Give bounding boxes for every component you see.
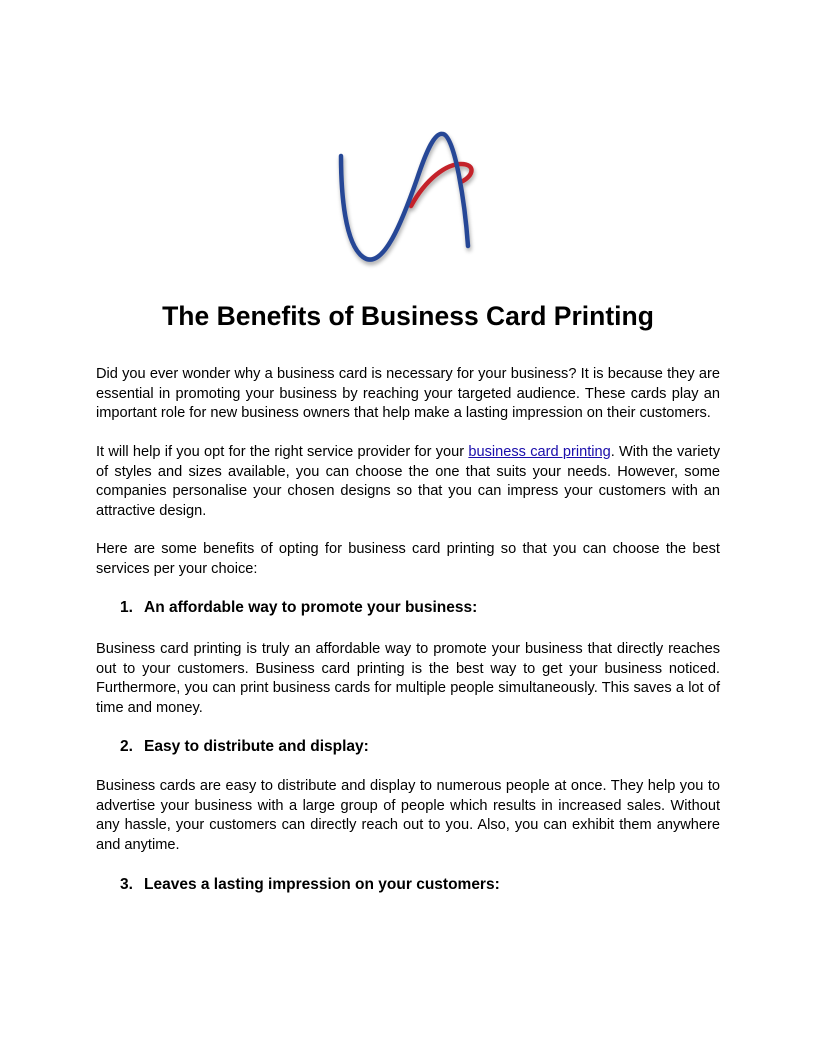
section-heading-text: An affordable way to promote your business: [144,599,478,616]
paragraph-text: It will help if you opt for the right service provider for your [96,444,469,460]
intro-paragraph: Did you ever wonder why a business card is necessary for your business? It is because they are essential in promoting your business by reaching your targeted audience. These cards play an important role for new business owners that help make a lasting impression on their customers. [96,366,720,421]
section-heading-text: Leaves a lasting impression on your customers: [144,876,500,893]
list-number: 1. [120,599,133,616]
section-heading-3 [120,875,720,895]
section-heading-text: Easy to distribute and display: [144,738,369,755]
list-number: 3. [120,876,133,893]
section-body-1: Business card printing is truly an affordable way to promote your business that directly reaches out to your customers. Business card printing is the best way to get your business noticed. Furthermore, you can print business cards for multiple people simultaneously. This saves a lot of time and money. [96,641,720,716]
list-number: 2. [120,738,133,755]
paragraph-text: . With the variety of styles and sizes available, you can choose the one that suits your needs. However, some companies personalise your chosen designs so that you can impress your customers with an attractive design. [96,444,720,519]
brand-logo [331,124,483,274]
section-heading-2 [120,737,720,757]
logo-blue-stroke [341,134,468,260]
section-heading-1 [120,598,720,618]
service-provider-paragraph [96,443,720,521]
benefits-intro-paragraph: Here are some benefits of opting for business card printing so that you can choose the best services per your choice: [96,541,720,577]
section-body-2: Business cards are easy to distribute and display to numerous people at once. They help you to advertise your business with a large group of people which results in increased sales. Without any hassle, your customers can directly reach out to you. Also, you can exhibit them anywhere and anytime. [96,778,720,853]
business-card-printing-link[interactable]: business card printing [468,444,611,460]
page-title: The Benefits of Business Card Printing [162,301,654,331]
